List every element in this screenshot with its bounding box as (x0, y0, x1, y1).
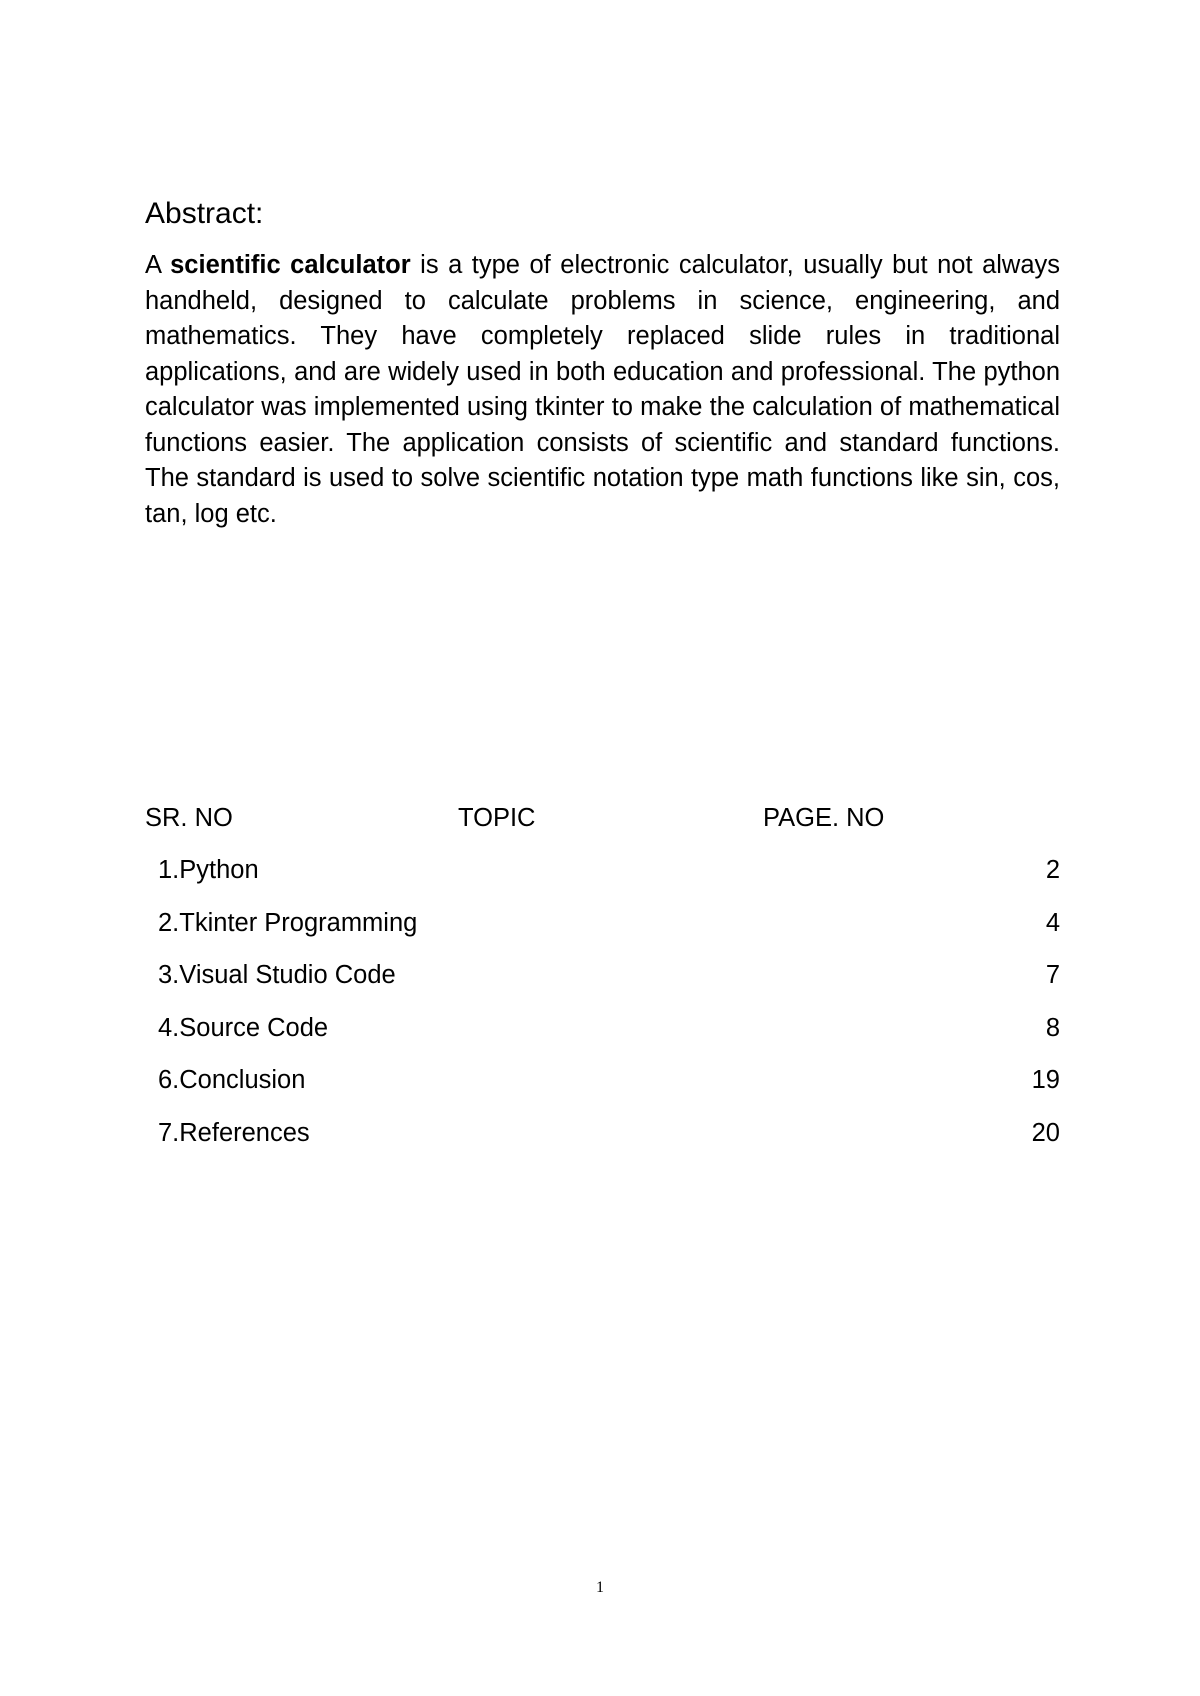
toc-topic: 4.Source Code (158, 1013, 329, 1042)
toc-page-number: 20 (1031, 1118, 1060, 1147)
toc-rows (145, 852, 1060, 1167)
toc-page-number: 19 (1031, 1066, 1060, 1094)
toc-topic: 6.Conclusion (158, 1066, 306, 1094)
toc-header-topic: TOPIC (458, 804, 536, 832)
toc-topic: 3.Visual Studio Code (158, 961, 396, 989)
toc-page-number: 2 (1045, 856, 1060, 884)
toc-row (145, 1062, 1060, 1115)
toc-topic: 7.References (158, 1118, 310, 1147)
toc-page-number: 4 (1045, 908, 1060, 937)
toc-row (145, 852, 1060, 905)
toc-header-row (145, 800, 1060, 836)
abstract-segment: is a type of electronic calculator, usually but not always handheld, designed to calculate problems in science, engineering, and mathematics. They have completely replaced slide rules in traditional applications, and are widely used in both education and professional. The python calculator was implemented using tkinter to make the calculation of mathematical functions easier. The application consists of scientific and standard functions. The standard is used to solve scientific notation type math functions like sin, cos, tan, log etc. (145, 251, 1061, 528)
toc-row (145, 1115, 1060, 1168)
abstract-segment: A (145, 251, 171, 279)
abstract-heading: Abstract: (145, 197, 264, 230)
toc-page-number: 7 (1045, 961, 1060, 989)
table-of-contents (145, 800, 1060, 1167)
toc-header-sr-no: SR. NO (145, 804, 233, 832)
abstract-segment-bold: scientific calculator (170, 251, 411, 279)
toc-topic: 2.Tkinter Programming (158, 908, 418, 937)
toc-page-number: 8 (1045, 1013, 1060, 1042)
toc-row (145, 1010, 1060, 1063)
toc-row (145, 905, 1060, 958)
abstract-paragraph (145, 248, 1060, 532)
toc-topic: 1.Python (158, 856, 259, 884)
toc-row (145, 957, 1060, 1010)
toc-header-page-no: PAGE. NO (763, 804, 885, 832)
page-number: 1 (596, 1579, 604, 1596)
